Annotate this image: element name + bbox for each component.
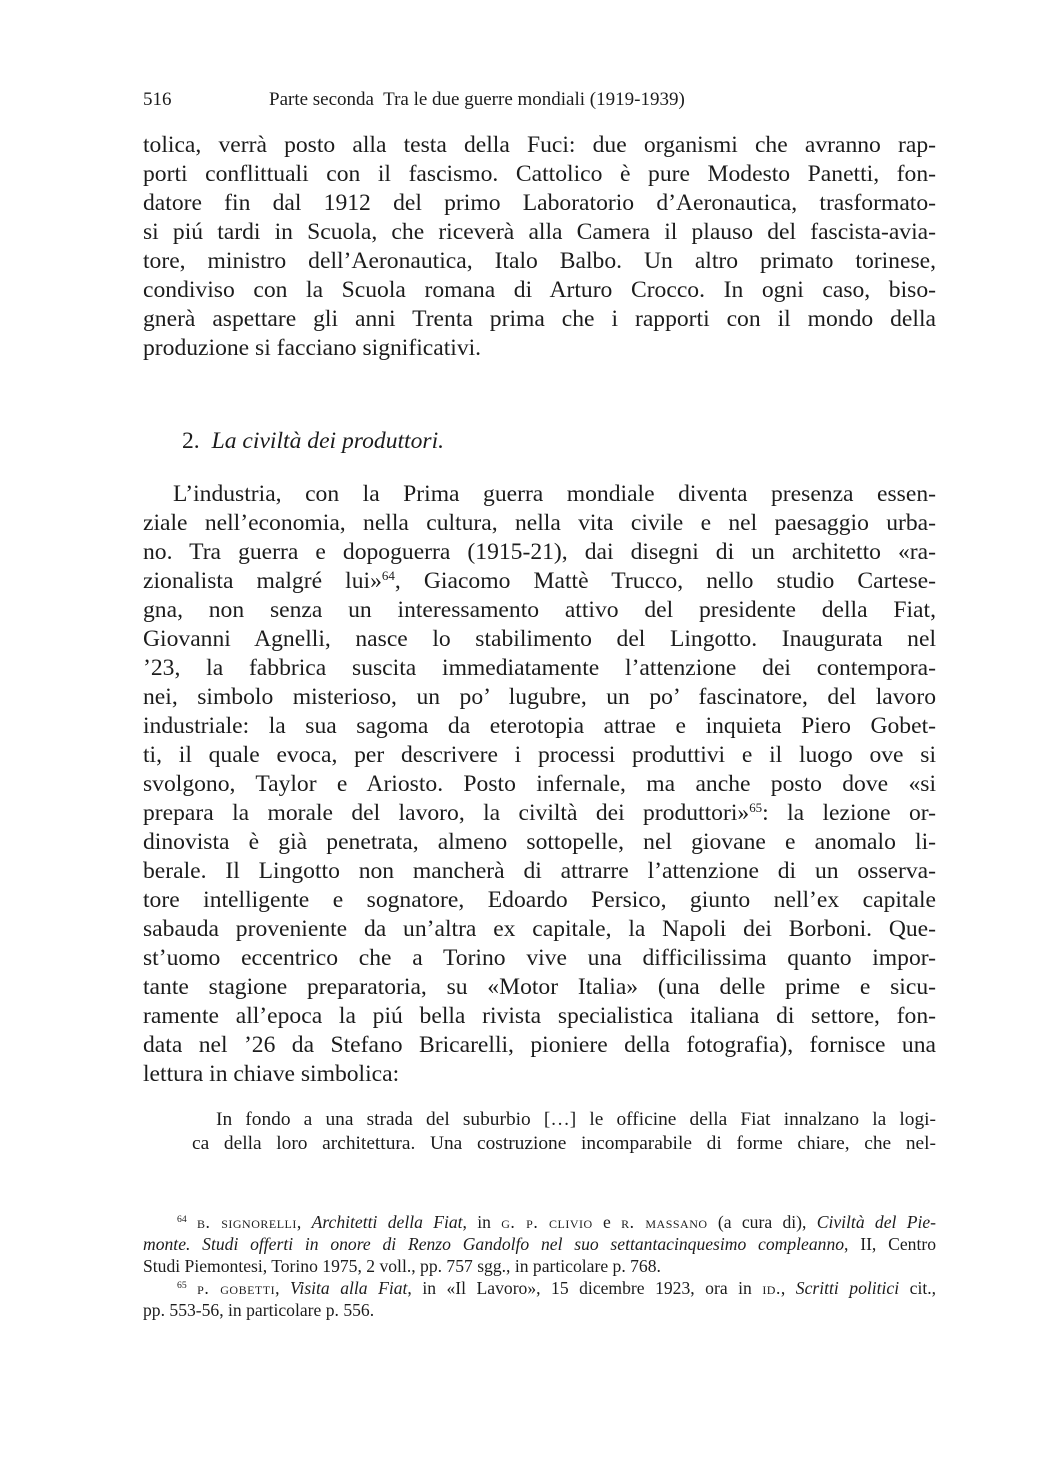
text-line: gna, non senza un interessamento attivo del presidente della Fiat, — [143, 597, 936, 623]
text-fragment: , — [296, 1212, 312, 1232]
work-title: Civiltà del Pie- — [816, 1212, 937, 1232]
footnote-marker: 64 — [177, 1214, 187, 1226]
footnote-ref-65[interactable]: 65 — [749, 800, 763, 816]
text-line: porti conflittuali con il fascismo. Cattolico è pure Modesto Panetti, fon- — [143, 161, 936, 187]
paragraph-continued — [143, 131, 936, 363]
text-fragment: , in — [462, 1212, 502, 1232]
editor: r. massano — [621, 1212, 708, 1232]
work-title: Visita alla Fiat — [289, 1278, 408, 1298]
footnote-marker: 65 — [177, 1280, 187, 1292]
text-fragment: zionalista malgré lui» — [143, 568, 382, 594]
text-line: ziale nell’economia, nella cultura, nella vita civile e nel paesaggio urba- — [143, 510, 936, 536]
text-line: svolgono, Taylor e Ariosto. Posto infernale, ma anche posto dove «si — [143, 771, 936, 797]
text-line: ti, il quale evoca, per descrivere i processi produttivi e il luogo ove si — [143, 742, 936, 768]
page-number: 516 — [143, 89, 172, 110]
ibid: id. — [762, 1278, 781, 1298]
text-line: no. Tra guerra e dopoguerra (1915-21), dai disegni di un architetto «ra- — [143, 539, 936, 565]
text-line: tolica, verrà posto alla testa della Fuci: due organismi che avranno rap- — [143, 132, 936, 158]
text-line: condiviso con la Scuola romana di Arturo Crocco. In ogni caso, biso- — [143, 277, 936, 303]
text-line: lettura in chiave simbolica: — [143, 1061, 400, 1087]
work-title: monte. Studi offerti in onore di Renzo Gandolfo nel suo settantacinquesimo compleanno — [143, 1234, 845, 1254]
text-fragment: , — [275, 1278, 290, 1298]
section-title: La civiltà dei produttori. — [211, 428, 445, 454]
text-fragment: , II, Centro — [844, 1234, 936, 1254]
editor: g. p. clivio — [501, 1212, 593, 1232]
work-title: Architetti della Fiat — [311, 1212, 463, 1232]
text-fragment: (a cura di), — [707, 1212, 817, 1232]
author: b. signorelli — [197, 1212, 297, 1232]
quote-line: ca della loro architettura. Una costruzione incomparabile di forme chiare, che nel- — [192, 1133, 936, 1154]
text-fragment: prepara la morale del lavoro, la civiltà dei produttori» — [143, 800, 750, 826]
block-quote — [192, 1108, 936, 1156]
footnote-64-line: Studi Piemontesi, Torino 1975, 2 voll., pp. 757 sgg., in particolare p. 768. — [143, 1256, 661, 1276]
quote-line: In fondo a una strada del suburbio […] le officine della Fiat innalzano la logi- — [216, 1109, 936, 1130]
text-line-with-note — [143, 799, 936, 828]
footnote-64 — [143, 1211, 936, 1233]
text-line: dinovista è già penetrata, almeno sottopelle, nel giovane e anomalo li- — [143, 829, 936, 855]
text-fragment: e — [592, 1212, 622, 1232]
text-line: tore, ministro dell’Aeronautica, Italo Balbo. Un altro primato torinese, — [143, 248, 936, 274]
text-fragment: cit., — [899, 1278, 937, 1298]
footnotes — [143, 1211, 936, 1321]
footnote-65 — [143, 1277, 936, 1299]
text-line: ramente all’epoca la piú bella rivista specialistica italiana di settore, fon- — [143, 1003, 936, 1029]
text-line: st’uomo eccentrico che a Torino vive una difficilissima quanto impor- — [143, 945, 936, 971]
text-fragment: , Giacomo Mattè Trucco, nello studio Cartese- — [394, 568, 936, 594]
text-fragment: : la lezione or- — [762, 800, 937, 826]
text-line: datore fin dal 1912 del primo Laboratorio d’Aeronautica, trasformato- — [143, 190, 936, 216]
author: p. gobetti — [197, 1278, 276, 1298]
section-heading — [182, 427, 444, 456]
text-line: tante stagione preparatoria, su «Motor Italia» (una delle prime e sicu- — [143, 974, 936, 1000]
running-title: Parte seconda Tra le due guerre mondiali (1919-1939) — [269, 89, 685, 110]
text-line: berale. Il Lingotto non mancherà di attrarre l’attenzione di un osserva- — [143, 858, 936, 884]
section-number: 2. — [182, 428, 200, 454]
text-line: tore intelligente e sognatore, Edoardo Persico, giunto nell’ex capitale — [143, 887, 936, 913]
footnote-ref-64[interactable]: 64 — [381, 568, 395, 584]
text-fragment: , in «Il Lavoro», 15 dicembre 1923, ora in — [407, 1278, 763, 1298]
text-line: nei, simbolo misterioso, un po’ lugubre, un po’ fascinatore, del lavoro — [143, 684, 936, 710]
text-line: produzione si facciano significativi. — [143, 335, 482, 361]
work-title: Scritti politici — [795, 1278, 900, 1298]
text-line: gnerà aspettare gli anni Trenta prima che i rapporti con il mondo della — [143, 306, 936, 332]
text-line: sabauda proveniente da un’altra ex capitale, la Napoli dei Borboni. Que- — [143, 916, 936, 942]
text-line: Giovanni Agnelli, nasce lo stabilimento del Lingotto. Inaugurata nel — [143, 626, 936, 652]
footnote-65-line: pp. 553-56, in particolare p. 556. — [143, 1300, 375, 1320]
text-line: si piú tardi in Scuola, che riceverà alla Camera il plauso del fascista-avia- — [143, 219, 936, 245]
text-line: L’industria, con la Prima guerra mondiale diventa presenza essen- — [173, 481, 936, 507]
running-header — [143, 86, 943, 114]
text-line: industriale: la sua sagoma da eterotopia attrae e inquieta Piero Gobet- — [143, 713, 936, 739]
text-fragment: , — [780, 1278, 796, 1298]
footnote-64-line — [143, 1233, 936, 1255]
text-line: ’23, la fabbrica suscita immediatamente l’attenzione dei contempora- — [143, 655, 936, 681]
text-line-with-note — [143, 567, 936, 596]
text-line: data nel ’26 da Stefano Bricarelli, pioniere della fotografia), fornisce una — [143, 1032, 936, 1058]
paragraph-main — [143, 480, 936, 1089]
